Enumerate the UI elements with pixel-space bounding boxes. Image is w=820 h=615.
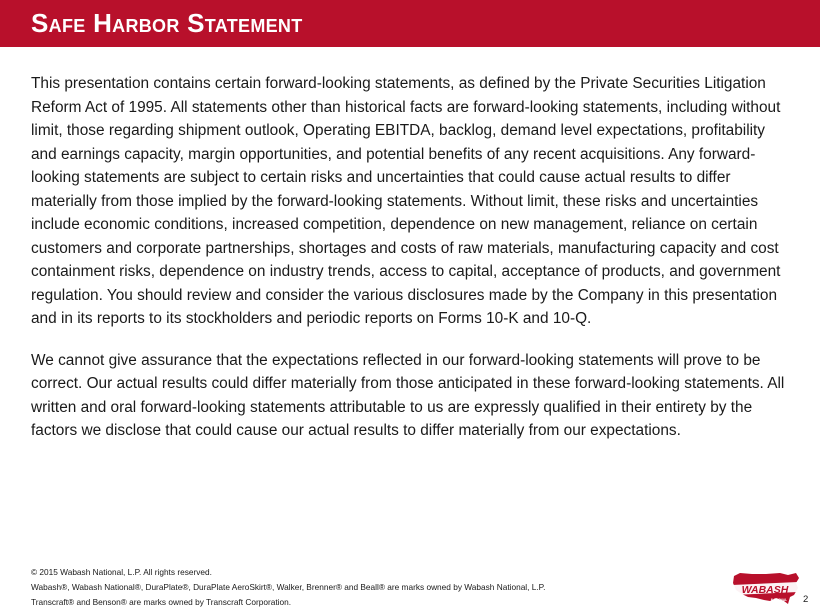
trademark-line-1: Wabash®, Wabash National®, DuraPlate®, DuraPlate AeroSkirt®, Walker, Brenner® and Beall® are marks owned by Wabash National, L.P. [31,582,546,592]
paragraph-forward-looking: This presentation contains certain forward-looking statements, as defined by the Private Securities Litigation Reform Act of 1995. All statements other than historical facts are forward-looking statements, including without limit, those regarding shipment outlook, Operating EBITDA, backlog, demand level expectations, profitability and earnings capacity, margin opportunities, and potential benefits of any recent acquisitions. Any forward-looking statements are subject to certain risks and uncertainties that could cause actual results to differ materially from those implied by the forward-looking statements. Without limit, these risks and uncertainties include economic conditions, increased competition, dependence on new management, reliance on certain customers and corporate partnerships, shortages and costs of raw materials, manufacturing capacity and cost containment risks, dependence on industry trends, access to capital, acceptance of products, and government regulation. You should review and consider the various disclosures made by the Company in this presentation and in its reports to its stockholders and periodic reports on Forms 10-K and 10-Q. [31,75,781,327]
trademark-line-2: Transcraft® and Benson® are marks owned by Transcraft Corporation. [31,597,292,607]
slide-title: Safe Harbor Statement [31,8,303,38]
logo-subtext: NATIONAL [770,598,788,602]
safe-harbor-text [31,72,793,461]
page-number: 2 [803,594,809,605]
paragraph-no-assurance: We cannot give assurance that the expectations reflected in our forward-looking statements will prove to be correct. Our actual results could differ materially from those anticipated in these forward-looking statements. All written and oral forward-looking statements attributable to us are expressly qualified in their entirety by the factors we disclose that could cause our actual results to differ materially from our expectations. [31,351,785,439]
footer-notice [31,565,721,610]
copyright-line: © 2015 Wabash National, L.P. All rights reserved. [31,567,212,577]
wabash-logo [730,570,802,608]
logo-wordmark: WABASH [741,584,789,596]
